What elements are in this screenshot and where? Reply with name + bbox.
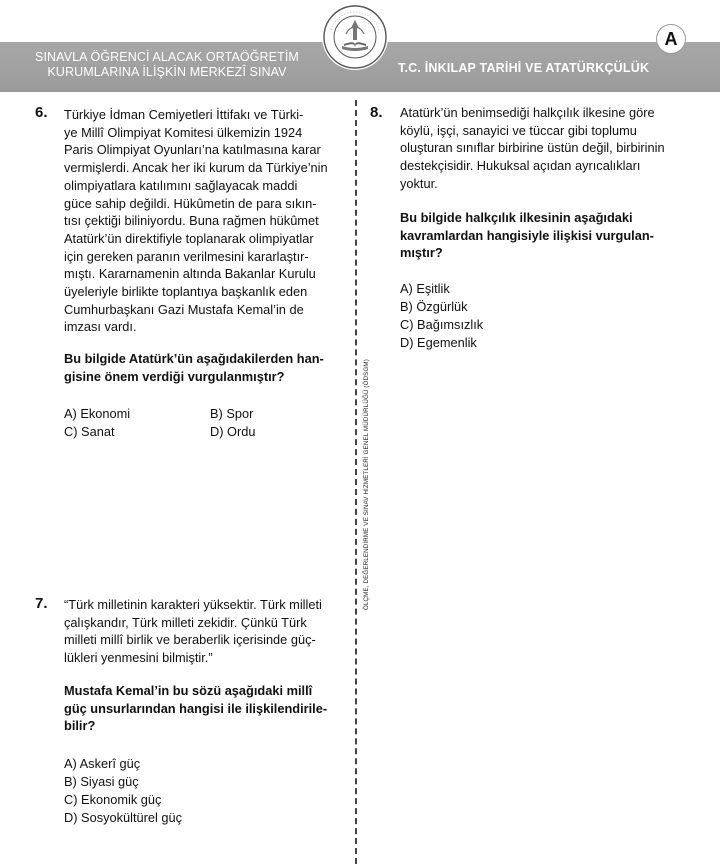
side-text-label: ÖLÇME, DEĞERLENDİRME VE SINAV HİZMETLERİ GENEL MÜDÜRLÜĞÜ (ÖDSGM) (363, 359, 370, 610)
option-c[interactable]: C) Sanat (64, 424, 115, 439)
question-number: 7. (35, 595, 48, 612)
question-stem (400, 209, 700, 262)
option-a[interactable]: A) Askerî güç (64, 756, 141, 771)
exam-title-line-2: KURUMLARINA İLİŞKİN MERKEZÎ SINAV (47, 65, 287, 79)
stem-line: güç unsurlarından hangisi ile ilişkilendirile- (64, 700, 328, 716)
body-line: milleti millî birlik ve beraberlik içerisinde güç- (64, 632, 316, 648)
body-line: imzası vardı. (64, 319, 137, 335)
body-line: mıştı. Kararnamenin altında Bakanlar Kurulu (64, 266, 316, 282)
option-a[interactable]: A) Eşitlik (400, 281, 450, 296)
question-stem (64, 682, 349, 735)
question-number: 6. (35, 104, 48, 121)
option-d[interactable]: D) Egemenlik (400, 335, 477, 350)
stem-line: kavramlardan hangisiyle ilişkisi vurgulan- (400, 227, 654, 243)
stem-line: Bu bilgide halkçılık ilkesinin aşağıdaki (400, 210, 633, 225)
body-line: vermişlerdi. Ancak her iki kurum da Türkiye’nin (64, 160, 328, 176)
body-line: olimpiyatlara katılımını sağlayacak maddi (64, 177, 298, 193)
option-d[interactable]: D) Sosyokültürel güç (64, 810, 183, 825)
option-b[interactable]: B) Spor (210, 406, 254, 421)
stem-line: Mustafa Kemal’in bu sözü aşağıdaki millî (64, 683, 313, 698)
subject-title: T.C. İNKILAP TARİHİ VE ATATÜRKÇÜLÜK (398, 61, 650, 75)
column-divider (355, 100, 357, 864)
body-line: “Türk milletinin karakteri yüksektir. Türk milleti (64, 597, 322, 612)
question-body (64, 596, 349, 667)
option-d[interactable]: D) Ordu (210, 424, 256, 439)
body-line: Cumhurbaşkanı Gazi Mustafa Kemal’in de (64, 301, 304, 317)
stem-line: bilir? (64, 718, 96, 734)
body-line: lükleri yenmesini bilmiştir.” (64, 650, 213, 666)
question-number: 8. (370, 104, 383, 121)
stem-line: gisine önem verdiği vurgulanmıştır? (64, 368, 285, 384)
exam-title (22, 50, 312, 80)
body-line: Türkiye İdman Cemiyetleri İttifakı ve Türki- (64, 107, 304, 122)
question-body (400, 104, 700, 193)
body-line: çalışkandır, Türk milleti zekidir. Çünkü Türk (64, 614, 307, 630)
body-line: Paris Olimpiyat Oyunları’na katılmasına karar (64, 142, 321, 158)
body-line: Atatürk’ün benimsediği halkçılık ilkesine göre (400, 105, 655, 120)
body-line: güce sahip değildi. Hükûmetin de para sıkın- (64, 195, 317, 211)
option-a[interactable]: A) Ekonomi (64, 406, 131, 421)
body-line: tısı çektiği biliniyordu. Buna rağmen hükûmet (64, 213, 319, 229)
option-c[interactable]: C) Bağımsızlık (400, 317, 484, 332)
option-c[interactable]: C) Ekonomik güç (64, 792, 162, 807)
body-line: yoktur. (400, 175, 438, 191)
question-stem (64, 350, 349, 385)
meb-seal-icon (322, 4, 388, 70)
stem-line: Bu bilgide Atatürk’ün aşağıdakilerden han- (64, 351, 324, 366)
body-line: ye Millî Olimpiyat Komitesi ülkemizin 1924 (64, 124, 303, 140)
booklet-type-badge (656, 24, 686, 54)
question-body (64, 106, 349, 336)
body-line: için gereken paranın verilmesini kararlaştır- (64, 248, 309, 264)
body-line: destekçisidir. Hukuksal açıdan ayrıcalıkları (400, 158, 641, 174)
exam-header (0, 0, 720, 100)
exam-title-line-1: SINAVLA ÖĞRENCİ ALACAK ORTAÖĞRETİM (35, 50, 299, 64)
option-b[interactable]: B) Özgürlük (400, 299, 468, 314)
option-b[interactable]: B) Siyasi güç (64, 774, 139, 789)
body-line: üyeleriyle birlikte toplantıya başkanlık eden (64, 284, 308, 300)
stem-line: mıştır? (400, 245, 443, 261)
body-line: oluşturan sınıflar birbirine üstün değil, birbirinin (400, 140, 665, 156)
body-line: köylü, işçi, sanayici ve tüccar gibi toplumu (400, 122, 637, 138)
booklet-type-label: A (664, 29, 678, 49)
body-line: Atatürk’ün direktifiyle toplanarak olimpiyatlar (64, 230, 314, 246)
